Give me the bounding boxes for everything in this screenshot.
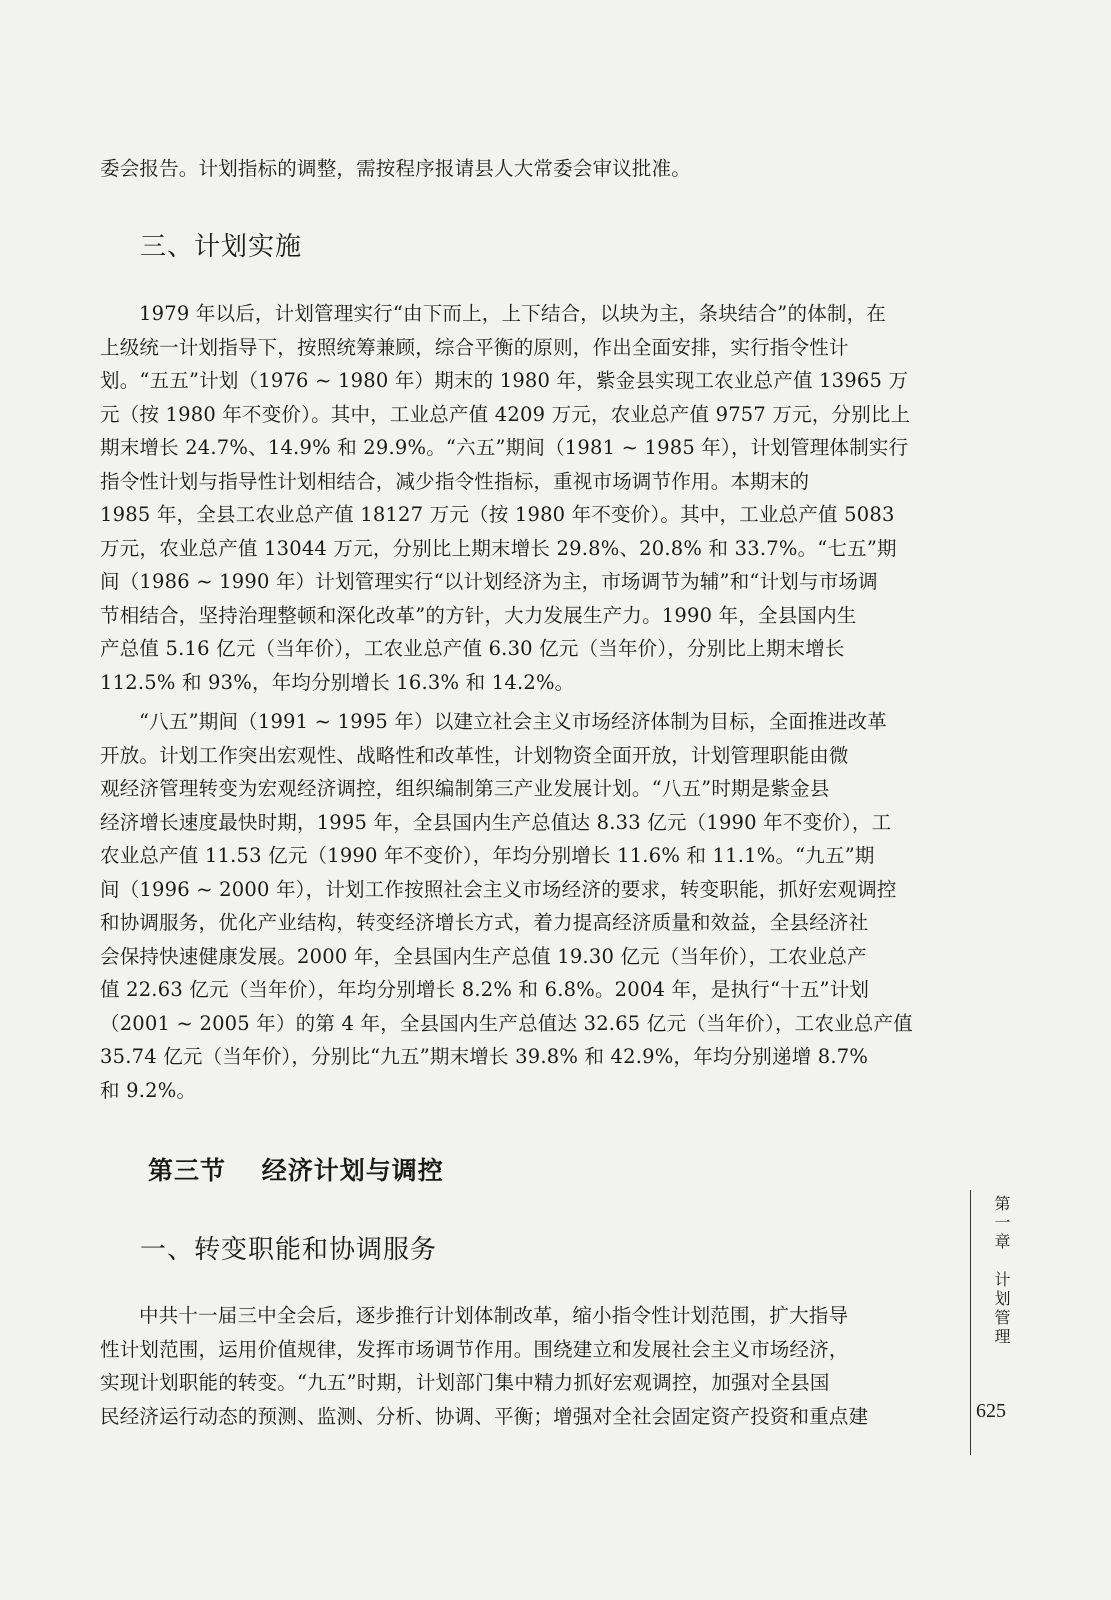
text-line: 值 22.63 亿元（当年价），年均分别增长 8.2% 和 6.8%。2004 年，是执行“十五”计划 <box>100 978 870 1001</box>
subsection-heading-plan-implementation: 三、计划实施 <box>140 232 303 262</box>
text-line: 农业总产值 11.53 亿元（1990 年不变价），年均分别增长 11.6% 和 11.1%。“九五”期 <box>100 844 875 867</box>
text-line: 中共十一届三中全会后，逐步推行计划体制改革，缩小指令性计划范围，扩大指导 <box>139 1304 849 1327</box>
text-line: 112.5% 和 93%，年均分别增长 16.3% 和 14.2%。 <box>100 670 575 694</box>
text-line: 产总值 5.16 亿元（当年价），工农业总产值 6.30 亿元（当年价），分别比上期末增长 <box>100 637 845 660</box>
margin-divider <box>970 1190 971 1455</box>
text-line: 实现计划职能的转变。“九五”时期，计划部门集中精力抓好宏观调控，加强对全县国 <box>100 1371 830 1394</box>
section-heading-economic-planning: 第三节 经济计划与调控 <box>148 1156 444 1185</box>
text-line: 35.74 亿元（当年价），分别比“九五”期末增长 39.8% 和 42.9%，年均分别递增 8.7% <box>100 1045 869 1068</box>
text-line: 万元，农业总产值 13044 万元，分别比上期末增长 29.8%、20.8% 和 33.7%。“七五”期 <box>100 536 897 560</box>
text-line: （2001 ~ 2005 年）的第 4 年，全县国内生产总值达 32.65 亿元（当年价），工农业总产值 <box>100 1011 913 1035</box>
text-line: 民经济运行动态的预测、监测、分析、协调、平衡；增强对全社会固定资产投资和重点建 <box>100 1404 869 1428</box>
text-line: 上级统一计划指导下，按照统筹兼顾，综合平衡的原则，作出全面安排，实行指令性计 <box>100 335 849 359</box>
top-paragraph: 委会报告。计划指标的调整，需按程序报请县人大常委会审议批准。 <box>100 157 692 180</box>
text-line: 经济增长速度最快时期，1995 年，全县国内生产总值达 8.33 亿元（1990 年不变价），工 <box>100 810 892 834</box>
text-line: 1985 年，全县工农业总产值 18127 万元（按 1980 年不变价）。其中，工业总产值 5083 <box>100 503 895 526</box>
text-line: 元（按 1980 年不变价）。其中，工业总产值 4209 万元，农业总产值 9757 万元，分别比上 <box>100 402 911 426</box>
page-number: 625 <box>976 1400 1006 1422</box>
paragraph-function-transformation <box>100 1299 960 1433</box>
paragraph-plan-implementation-2 <box>100 705 960 1107</box>
text-line: “八五”期间（1991 ~ 1995 年）以建立社会主义市场经济体制为目标，全面推进改革 <box>139 710 887 733</box>
text-line: 观经济管理转变为宏观经济调控，组织编制第三产业发展计划。“八五”时期是紫金县 <box>100 777 830 800</box>
text-line: 划。“五五”计划（1976 ~ 1980 年）期末的 1980 年，紫金县实现工农业总产值 13965 万 <box>100 369 909 392</box>
subsection-heading-function-transformation: 一、转变职能和协调服务 <box>140 1235 438 1265</box>
text-line: 会保持快速健康发展。2000 年，全县国内生产总值 19.30 亿元（当年价），工农业总产 <box>100 944 867 968</box>
text-line: 1979 年以后，计划管理实行“由下而上，上下结合，以块为主，条块结合”的体制，在 <box>139 302 886 325</box>
text-line: 间（1986 ~ 1990 年）计划管理实行“以计划经济为主，市场调节为辅”和“计划与市场调 <box>100 570 878 593</box>
text-line: 间（1996 ~ 2000 年），计划工作按照社会主义市场经济的要求，转变职能，抓好宏观调控 <box>100 877 897 901</box>
chapter-margin-label: 第一章 计划管理 <box>992 1195 1011 1347</box>
text-line: 期末增长 24.7%、14.9% 和 29.9%。“六五”期间（1981 ~ 1985 年），计划管理体制实行 <box>100 436 909 459</box>
text-line: 性计划范围，运用价值规律，发挥市场调节作用。围绕建立和发展社会主义市场经济， <box>100 1337 849 1361</box>
text-line: 和 9.2%。 <box>100 1078 197 1102</box>
text-line: 和协调服务，优化产业结构，转变经济增长方式，着力提高经济质量和效益，全县经济社 <box>100 911 869 934</box>
text-line: 指令性计划与指导性计划相结合，减少指令性指标，重视市场调节作用。本期末的 <box>100 469 810 493</box>
text-line: 节相结合，坚持治理整顿和深化改革”的方针，大力发展生产力。1990 年，全县国内生 <box>100 603 857 627</box>
paragraph-plan-implementation-1 <box>100 297 960 699</box>
text-line: 开放。计划工作突出宏观性、战略性和改革性，计划物资全面开放，计划管理职能由微 <box>100 743 849 767</box>
